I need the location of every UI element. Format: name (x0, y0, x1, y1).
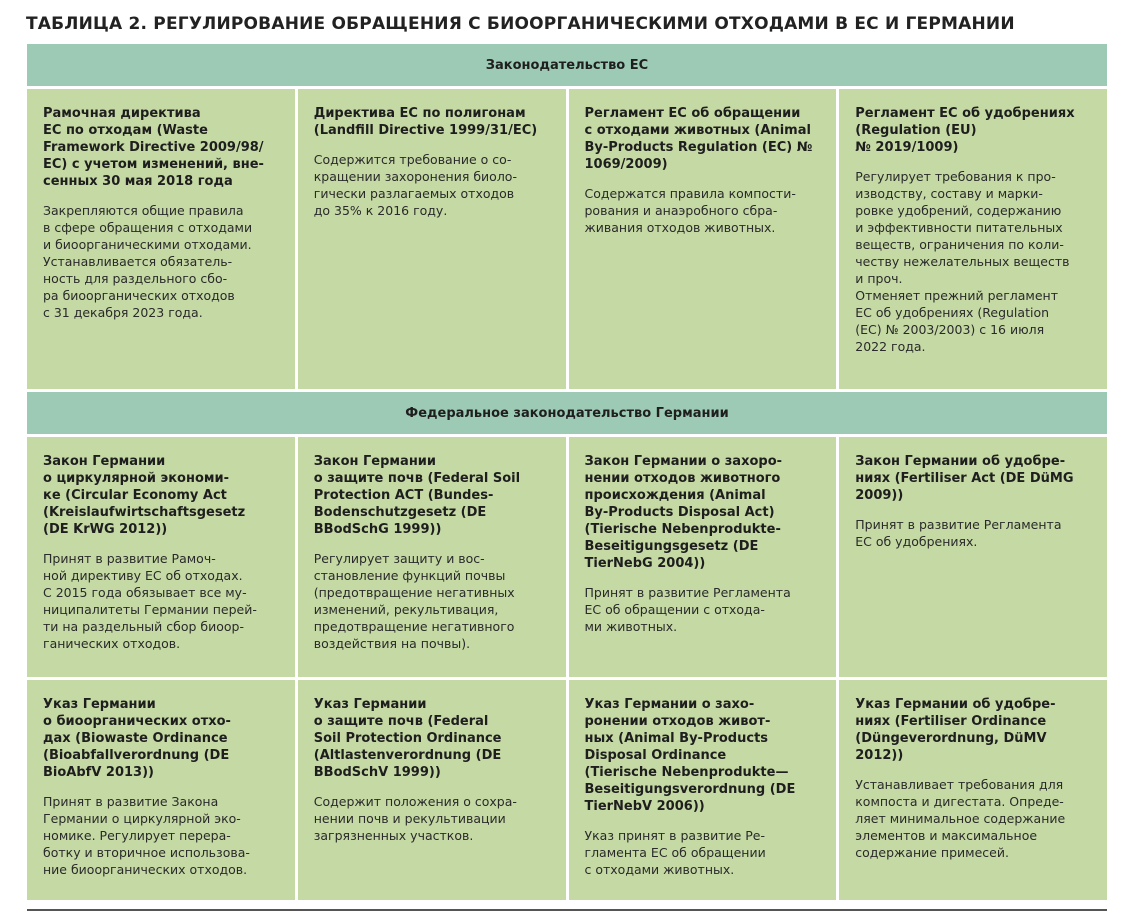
table-row (27, 89, 1107, 389)
bottom-divider (27, 909, 1107, 911)
table-cell (27, 89, 295, 389)
section-heading-germany: Федеральное законодательство Германии (27, 392, 1107, 434)
cell-text: Регулирует защиту и вос- становление функций почвы (предотвращение негативных изменений, рекультивация, предотвращение негативного воздействия на почвы). (313, 551, 515, 651)
cell-title: Указ Германии о биоорганических отхо- дах (Biowaste Ordinance (Bioabfallverordnung (DE BioAbfV 2013)) (43, 697, 231, 780)
cell-text: Содержатся правила компости- рования и анаэробного сбра- живания отходов животных. (584, 186, 796, 235)
cell-text: Закрепляются общие правила в сфере обращения с отходами и биоорганическими отходами. Устанавливается обязатель- ность для раздельного сбо- ра биоорганических отходов с 31 декабря 2023 года. (43, 203, 253, 320)
cell-title: Закон Германии о защите почв (Federal Soil Protection ACT (Bundes- Bodenschutzgesetz (DE BBodSchG 1999)) (313, 454, 521, 537)
section-heading-eu: Законодательство ЕС (27, 44, 1107, 86)
table-cell (569, 680, 837, 900)
cell-title: Указ Германии об удобре- ниях (Fertiliser Ordinance (Düngeverordnung, DüMV 2012)) (855, 697, 1056, 763)
table-title: ТАБЛИЦА 2. РЕГУЛИРОВАНИЕ ОБРАЩЕНИЯ С БИООРГАНИЧЕСКИМИ ОТХОДАМИ В ЕС И ГЕРМАНИИ (26, 14, 1015, 34)
table-cell (298, 680, 566, 900)
table-cell (27, 680, 295, 900)
table-cell (839, 89, 1107, 389)
cell-text: Регулирует требования к про- изводству, составу и марки- ровке удобрений, содержанию и эффективности питательных веществ, ограничения по коли- честву нежелательных веществ и проч. Отменяет прежний регламент ЕС об удобрениях (Regulation (EC) № 2003/2003) с 16 июля 2022 года. (855, 169, 1070, 354)
cell-title: Указ Германии о защите почв (Federal Soil Protection Ordinance (Altlastenverordnung (DE BBodSchV 1999)) (313, 697, 502, 780)
cell-text: Содержит положения о сохра- нении почв и рекультивации загрязненных участков. (313, 794, 517, 843)
table-cell (298, 89, 566, 389)
cell-title: Закон Германии о захоро- нении отходов животного происхождения (Animal By-Products Disposal Act) (Tierische Nebenprodukte- Beseitigungsgesetz (DE TierNebG 2004)) (584, 454, 783, 571)
cell-text: Принят в развитие Закона Германии о циркулярной эко- номике. Регулирует перера- ботку и вторичное использова- ние биоорганических отходов. (43, 794, 250, 877)
cell-title: Регламент ЕС об удобрениях (Regulation (EU) № 2019/1009) (855, 106, 1075, 155)
table-cell (839, 437, 1107, 677)
cell-title: Указ Германии о захо- ронении отходов живот- ных (Animal By-Products Disposal Ordinance (Tierische Nebenprodukte— Beseitigungsverordnung (DE TierNebV 2006)) (584, 697, 796, 814)
table-row (27, 680, 1107, 900)
cell-text: Принят в развитие Регламента ЕС об удобрениях. (855, 517, 1062, 549)
cell-title: Закон Германии об удобре- ниях (Fertiliser Act (DE DüMG 2009)) (855, 454, 1074, 503)
cell-text: Принят в развитие Рамоч- ной директиву ЕС об отходах. С 2015 года обязывает все му- ниципалитеты Германии перей- ти на раздельный сбор биоор- ганических отходов. (43, 551, 257, 651)
cell-title: Директива ЕС по полигонам (Landfill Directive 1999/31/EC) (313, 106, 538, 138)
cell-text: Содержится требование о со- кращении захоронения биоло- гически разлагаемых отходов до 35% к 2016 году. (313, 152, 517, 218)
table-cell (298, 437, 566, 677)
cell-text: Принят в развитие Регламента ЕС об обращении с отхода- ми животных. (584, 585, 791, 634)
table-cell (839, 680, 1107, 900)
cell-title: Регламент ЕС об обращении с отходами животных (Animal By-Products Regulation (EC) № 1069/2009) (584, 106, 813, 172)
table-cell (569, 437, 837, 677)
cell-title: Рамочная директива ЕС по отходам (Waste Framework Directive 2009/98/ EC) с учетом изменений, вне- сенных 30 мая 2018 года (43, 106, 264, 189)
table-cell (27, 437, 295, 677)
cell-text: Указ принят в развитие Ре- гламента ЕС об обращении с отходами животных. (584, 828, 766, 877)
regulation-table (27, 44, 1107, 900)
table-cell (569, 89, 837, 389)
cell-text: Устанавливает требования для компоста и дигестата. Опреде- ляет минимальное содержание элементов и максимальное содержание примесей. (855, 777, 1066, 860)
cell-title: Закон Германии о циркулярной экономи- ке (Circular Economy Act (Kreislaufwirtschaftsgesetz (DE KrWG 2012)) (43, 454, 246, 537)
table-row (27, 437, 1107, 677)
